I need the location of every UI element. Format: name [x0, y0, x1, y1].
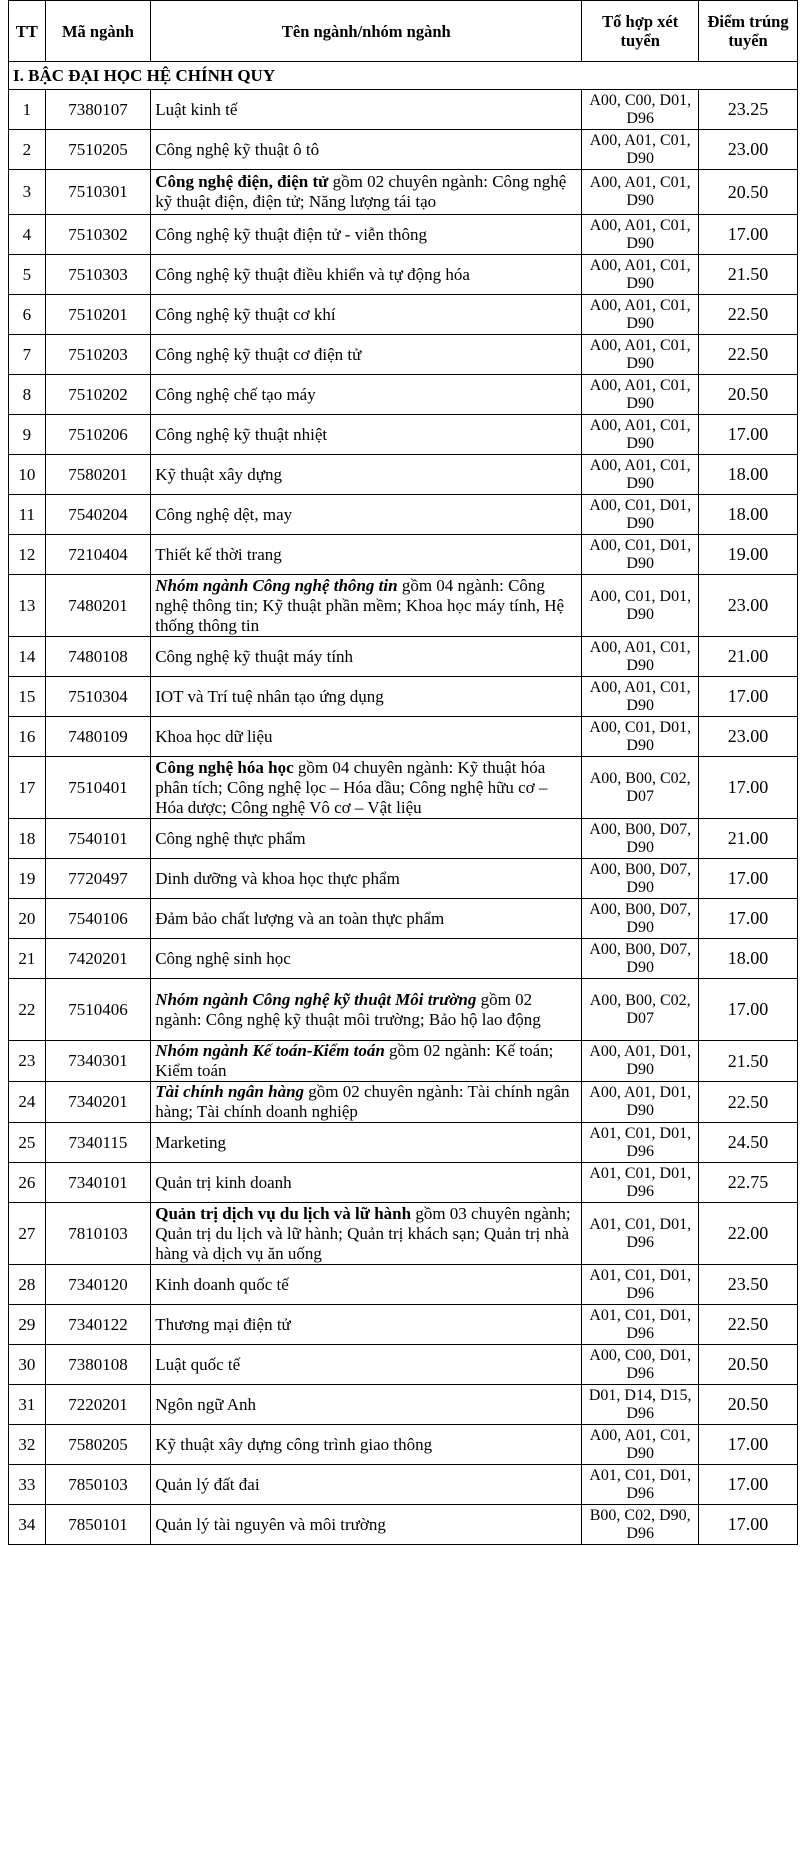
- row-number: 22: [9, 979, 46, 1041]
- major-code: 7510304: [45, 677, 151, 717]
- row-number: 23: [9, 1041, 46, 1082]
- row-number: 13: [9, 575, 46, 637]
- row-number: 18: [9, 819, 46, 859]
- major-name: [151, 535, 582, 575]
- major-name-text: Đảm bảo chất lượng và an toàn thực phẩm: [155, 908, 445, 928]
- table-row: [9, 215, 798, 255]
- admission-score: 20.50: [699, 1345, 798, 1385]
- major-name: [151, 859, 582, 899]
- major-code: 7480201: [45, 575, 151, 637]
- row-number: 30: [9, 1345, 46, 1385]
- table-row: [9, 415, 798, 455]
- admission-score: 21.50: [699, 255, 798, 295]
- major-name: [151, 1305, 582, 1345]
- major-name: [151, 677, 582, 717]
- table-row: [9, 335, 798, 375]
- major-name: [151, 1163, 582, 1203]
- admission-score: 18.00: [699, 495, 798, 535]
- row-number: 16: [9, 717, 46, 757]
- major-name-text: Marketing: [155, 1132, 227, 1152]
- table-row: [9, 1123, 798, 1163]
- major-code: 7480108: [45, 637, 151, 677]
- admission-score: 17.00: [699, 677, 798, 717]
- table-row: [9, 677, 798, 717]
- major-name: [151, 1465, 582, 1505]
- row-number: 21: [9, 939, 46, 979]
- row-number: 7: [9, 335, 46, 375]
- major-code: 7340120: [45, 1265, 151, 1305]
- section-title: I. BẬC ĐẠI HỌC HỆ CHÍNH QUY: [9, 62, 798, 90]
- table-row: [9, 859, 798, 899]
- major-name: [151, 979, 582, 1041]
- admission-score: 17.00: [699, 1505, 798, 1545]
- major-name-text: Ngôn ngữ Anh: [155, 1394, 257, 1414]
- major-name-text: gồm 02 chuyên ngành: Tài chính ngân hàng; Tài chính doanh nghiệp: [155, 1082, 570, 1121]
- subject-combination: A00, B00, D07, D90: [582, 819, 699, 859]
- table-row: [9, 1465, 798, 1505]
- major-name: [151, 1425, 582, 1465]
- header-combo: Tổ hợp xét tuyển: [582, 1, 699, 62]
- row-number: 29: [9, 1305, 46, 1345]
- major-name-text: Kỹ thuật xây dựng công trình giao thông: [155, 1434, 433, 1454]
- major-code: 7810103: [45, 1203, 151, 1265]
- major-name: [151, 637, 582, 677]
- major-code: 7380107: [45, 90, 151, 130]
- table-row: [9, 1041, 798, 1082]
- major-name-text: Quản lý đất đai: [155, 1474, 260, 1494]
- major-name-text: gồm 02 ngành: Công nghệ kỹ thuật môi trường; Bảo hộ lao động: [155, 989, 541, 1029]
- major-code: 7340115: [45, 1123, 151, 1163]
- major-name-text: Quản trị kinh doanh: [155, 1172, 292, 1192]
- major-name-emphasis: Tài chính ngân hàng: [155, 1082, 305, 1101]
- major-code: 7510203: [45, 335, 151, 375]
- major-name: [151, 90, 582, 130]
- major-code: 7210404: [45, 535, 151, 575]
- row-number: 10: [9, 455, 46, 495]
- table-row: [9, 535, 798, 575]
- admission-score: 17.00: [699, 899, 798, 939]
- subject-combination: A00, A01, C01, D90: [582, 255, 699, 295]
- table-row: [9, 255, 798, 295]
- row-number: 5: [9, 255, 46, 295]
- subject-combination: A01, C01, D01, D96: [582, 1123, 699, 1163]
- table-row: [9, 1265, 798, 1305]
- major-code: 7540106: [45, 899, 151, 939]
- table-row: [9, 819, 798, 859]
- row-number: 19: [9, 859, 46, 899]
- admission-score: 24.50: [699, 1123, 798, 1163]
- subject-combination: A00, C01, D01, D90: [582, 575, 699, 637]
- major-code: 7540204: [45, 495, 151, 535]
- row-number: 9: [9, 415, 46, 455]
- subject-combination: A00, C01, D01, D90: [582, 535, 699, 575]
- row-number: 1: [9, 90, 46, 130]
- major-name: [151, 415, 582, 455]
- admission-score: 20.50: [699, 170, 798, 215]
- row-number: 2: [9, 130, 46, 170]
- major-code: 7580201: [45, 455, 151, 495]
- major-code: 7850103: [45, 1465, 151, 1505]
- header-code: Mã ngành: [45, 1, 151, 62]
- major-code: 7510206: [45, 415, 151, 455]
- admission-score: 22.50: [699, 335, 798, 375]
- admission-score: 19.00: [699, 535, 798, 575]
- major-code: 7510202: [45, 375, 151, 415]
- subject-combination: A00, C01, D01, D90: [582, 495, 699, 535]
- subject-combination: A00, A01, D01, D90: [582, 1041, 699, 1082]
- table-row: [9, 757, 798, 819]
- table-row: [9, 1082, 798, 1123]
- major-name-text: gồm 04 chuyên ngành: Kỹ thuật hóa phân tích; Công nghệ lọc – Hóa dầu; Công nghệ hữu cơ – Hóa dược; Công nghệ Vô cơ – Vật liệu: [155, 757, 548, 817]
- row-number: 11: [9, 495, 46, 535]
- row-number: 27: [9, 1203, 46, 1265]
- admission-score: 21.00: [699, 637, 798, 677]
- major-name-emphasis: Công nghệ hóa học: [155, 757, 294, 777]
- major-name: [151, 1385, 582, 1425]
- major-name: [151, 375, 582, 415]
- major-name: [151, 130, 582, 170]
- major-name: [151, 1505, 582, 1545]
- major-name: [151, 295, 582, 335]
- admission-score: 22.50: [699, 1305, 798, 1345]
- row-number: 8: [9, 375, 46, 415]
- major-name: [151, 899, 582, 939]
- major-code: 7380108: [45, 1345, 151, 1385]
- major-name: [151, 939, 582, 979]
- admission-score: 17.00: [699, 1465, 798, 1505]
- subject-combination: A00, A01, C01, D90: [582, 375, 699, 415]
- major-name-text: gồm 04 ngành: Công nghệ thông tin; Kỹ thuật phần mềm; Khoa học máy tính, Hệ thống thông tin: [155, 575, 565, 635]
- major-name: [151, 335, 582, 375]
- major-name-text: Quản lý tài nguyên và môi trường: [155, 1514, 386, 1534]
- row-number: 25: [9, 1123, 46, 1163]
- admission-score: 23.50: [699, 1265, 798, 1305]
- major-name-text: Công nghệ kỹ thuật điều khiển và tự động hóa: [155, 264, 470, 284]
- major-name-text: Công nghệ kỹ thuật máy tính: [155, 646, 354, 666]
- major-name: [151, 495, 582, 535]
- admission-score: 17.00: [699, 979, 798, 1041]
- major-name: [151, 255, 582, 295]
- major-name-text: gồm 03 chuyên ngành; Quản trị du lịch và lữ hành; Quản trị khách sạn; Quản trị nhà hàng và dịch vụ ăn uống: [155, 1203, 571, 1263]
- subject-combination: A00, B00, C02, D07: [582, 757, 699, 819]
- major-name: [151, 819, 582, 859]
- table-row: [9, 90, 798, 130]
- major-name-text: Luật kinh tế: [155, 99, 238, 119]
- row-number: 20: [9, 899, 46, 939]
- table-row: [9, 130, 798, 170]
- row-number: 32: [9, 1425, 46, 1465]
- subject-combination: A01, C01, D01, D96: [582, 1163, 699, 1203]
- major-name-text: gồm 02 ngành: Kế toán; Kiểm toán: [155, 1041, 554, 1080]
- major-name-text: Công nghệ dệt, may: [155, 504, 293, 524]
- major-name-emphasis: Công nghệ điện, điện tử: [155, 172, 329, 191]
- major-name-text: Công nghệ kỹ thuật nhiệt: [155, 424, 328, 444]
- major-name-text: Công nghệ kỹ thuật ô tô: [155, 139, 320, 159]
- row-number: 12: [9, 535, 46, 575]
- subject-combination: A00, A01, C01, D90: [582, 637, 699, 677]
- admission-score: 23.00: [699, 575, 798, 637]
- subject-combination: A00, A01, C01, D90: [582, 335, 699, 375]
- subject-combination: A00, B00, D07, D90: [582, 899, 699, 939]
- table-row: [9, 1505, 798, 1545]
- subject-combination: A00, A01, C01, D90: [582, 415, 699, 455]
- table-row: [9, 1425, 798, 1465]
- major-code: 7540101: [45, 819, 151, 859]
- major-name-text: Công nghệ kỹ thuật cơ điện tử: [155, 344, 362, 364]
- table-row: [9, 295, 798, 335]
- table-row: [9, 1345, 798, 1385]
- subject-combination: A00, A01, C01, D90: [582, 455, 699, 495]
- table-row: [9, 375, 798, 415]
- major-code: 7220201: [45, 1385, 151, 1425]
- major-code: 7510406: [45, 979, 151, 1041]
- major-name-text: Kinh doanh quốc tế: [155, 1274, 289, 1294]
- admission-score-table: [8, 0, 798, 1545]
- subject-combination: A01, C01, D01, D96: [582, 1203, 699, 1265]
- admission-score: 17.00: [699, 215, 798, 255]
- table-row: [9, 170, 798, 215]
- major-code: 7580205: [45, 1425, 151, 1465]
- section-row: [9, 62, 798, 90]
- table-row: [9, 637, 798, 677]
- major-name-text: Kỹ thuật xây dựng: [155, 464, 282, 484]
- subject-combination: A01, C01, D01, D96: [582, 1305, 699, 1345]
- major-name: [151, 757, 582, 819]
- major-code: 7480109: [45, 717, 151, 757]
- table-row: [9, 1203, 798, 1265]
- admission-score: 17.00: [699, 1425, 798, 1465]
- admission-score: 20.50: [699, 1385, 798, 1425]
- admission-score: 22.00: [699, 1203, 798, 1265]
- admission-score: 17.00: [699, 757, 798, 819]
- row-number: 34: [9, 1505, 46, 1545]
- major-name-text: Thương mại điện tử: [155, 1314, 291, 1334]
- subject-combination: A00, B00, D07, D90: [582, 859, 699, 899]
- admission-score: 22.50: [699, 295, 798, 335]
- major-code: 7510201: [45, 295, 151, 335]
- table-row: [9, 939, 798, 979]
- major-name: [151, 717, 582, 757]
- header-tt: TT: [9, 1, 46, 62]
- major-name-text: Luật quốc tế: [155, 1354, 241, 1374]
- table-row: [9, 1385, 798, 1425]
- admission-score: 17.00: [699, 859, 798, 899]
- table-row: [9, 495, 798, 535]
- major-code: 7340101: [45, 1163, 151, 1203]
- subject-combination: A00, B00, C02, D07: [582, 979, 699, 1041]
- row-number: 3: [9, 170, 46, 215]
- header-row: [9, 1, 798, 62]
- subject-combination: A00, B00, D07, D90: [582, 939, 699, 979]
- table-row: [9, 575, 798, 637]
- table-row: [9, 1305, 798, 1345]
- major-name-text: Công nghệ sinh học: [155, 948, 291, 968]
- major-name: [151, 1123, 582, 1163]
- row-number: 17: [9, 757, 46, 819]
- admission-score: 17.00: [699, 415, 798, 455]
- admission-score: 23.00: [699, 717, 798, 757]
- major-name: [151, 1265, 582, 1305]
- major-code: 7720497: [45, 859, 151, 899]
- subject-combination: B00, C02, D90, D96: [582, 1505, 699, 1545]
- major-name: [151, 215, 582, 255]
- subject-combination: A00, A01, C01, D90: [582, 295, 699, 335]
- admission-score: 21.50: [699, 1041, 798, 1082]
- admission-score: 18.00: [699, 939, 798, 979]
- table-row: [9, 717, 798, 757]
- major-name-emphasis: Nhóm ngành Công nghệ thông tin: [155, 575, 398, 595]
- subject-combination: A00, C00, D01, D96: [582, 1345, 699, 1385]
- row-number: 4: [9, 215, 46, 255]
- major-name: [151, 1203, 582, 1265]
- major-name-text: Khoa học dữ liệu: [155, 726, 273, 746]
- major-name-text: gồm 02 chuyên ngành: Công nghệ kỹ thuật điện, điện tử; Năng lượng tái tạo: [155, 172, 567, 211]
- major-name: [151, 575, 582, 637]
- subject-combination: A00, A01, C01, D90: [582, 130, 699, 170]
- subject-combination: A00, A01, C01, D90: [582, 170, 699, 215]
- row-number: 14: [9, 637, 46, 677]
- major-name-text: Công nghệ thực phẩm: [155, 828, 306, 848]
- major-name-emphasis: Nhóm ngành Kế toán-Kiểm toán: [155, 1041, 385, 1060]
- admission-score: 21.00: [699, 819, 798, 859]
- subject-combination: A00, A01, C01, D90: [582, 215, 699, 255]
- major-code: 7340301: [45, 1041, 151, 1082]
- header-name: Tên ngành/nhóm ngành: [151, 1, 582, 62]
- major-name-emphasis: Quản trị dịch vụ du lịch và lữ hành: [155, 1203, 412, 1223]
- major-name: [151, 1345, 582, 1385]
- major-name: [151, 1082, 582, 1123]
- row-number: 26: [9, 1163, 46, 1203]
- row-number: 24: [9, 1082, 46, 1123]
- major-code: 7510303: [45, 255, 151, 295]
- header-score: Điểm trúng tuyển: [699, 1, 798, 62]
- major-name-text: Công nghệ kỹ thuật điện tử - viễn thông: [155, 224, 427, 244]
- table-row: [9, 899, 798, 939]
- subject-combination: A00, A01, D01, D90: [582, 1082, 699, 1123]
- admission-score: 22.75: [699, 1163, 798, 1203]
- major-code: 7420201: [45, 939, 151, 979]
- row-number: 31: [9, 1385, 46, 1425]
- subject-combination: A00, C01, D01, D90: [582, 717, 699, 757]
- admission-score: 18.00: [699, 455, 798, 495]
- major-code: 7510401: [45, 757, 151, 819]
- major-name-text: Thiết kế thời trang: [155, 544, 282, 564]
- subject-combination: A00, A01, C01, D90: [582, 677, 699, 717]
- major-code: 7510205: [45, 130, 151, 170]
- major-code: 7510301: [45, 170, 151, 215]
- admission-score: 22.50: [699, 1082, 798, 1123]
- table-row: [9, 455, 798, 495]
- admission-score: 20.50: [699, 375, 798, 415]
- row-number: 28: [9, 1265, 46, 1305]
- major-code: 7510302: [45, 215, 151, 255]
- major-name: [151, 170, 582, 215]
- major-name-text: Dinh dưỡng và khoa học thực phẩm: [155, 868, 400, 888]
- table-row: [9, 1163, 798, 1203]
- row-number: 6: [9, 295, 46, 335]
- subject-combination: A01, C01, D01, D96: [582, 1265, 699, 1305]
- major-name: [151, 1041, 582, 1082]
- major-name-text: Công nghệ kỹ thuật cơ khí: [155, 304, 336, 324]
- major-name-emphasis: Nhóm ngành Công nghệ kỹ thuật Môi trường: [155, 989, 477, 1009]
- admission-score: 23.25: [699, 90, 798, 130]
- major-code: 7340122: [45, 1305, 151, 1345]
- admission-score: 23.00: [699, 130, 798, 170]
- major-code: 7340201: [45, 1082, 151, 1123]
- subject-combination: A00, A01, C01, D90: [582, 1425, 699, 1465]
- subject-combination: A01, C01, D01, D96: [582, 1465, 699, 1505]
- major-code: 7850101: [45, 1505, 151, 1545]
- subject-combination: D01, D14, D15, D96: [582, 1385, 699, 1425]
- row-number: 33: [9, 1465, 46, 1505]
- row-number: 15: [9, 677, 46, 717]
- major-name-text: IOT và Trí tuệ nhân tạo ứng dụng: [155, 686, 384, 706]
- major-name-text: Công nghệ chế tạo máy: [155, 384, 316, 404]
- table-row: [9, 979, 798, 1041]
- major-name: [151, 455, 582, 495]
- subject-combination: A00, C00, D01, D96: [582, 90, 699, 130]
